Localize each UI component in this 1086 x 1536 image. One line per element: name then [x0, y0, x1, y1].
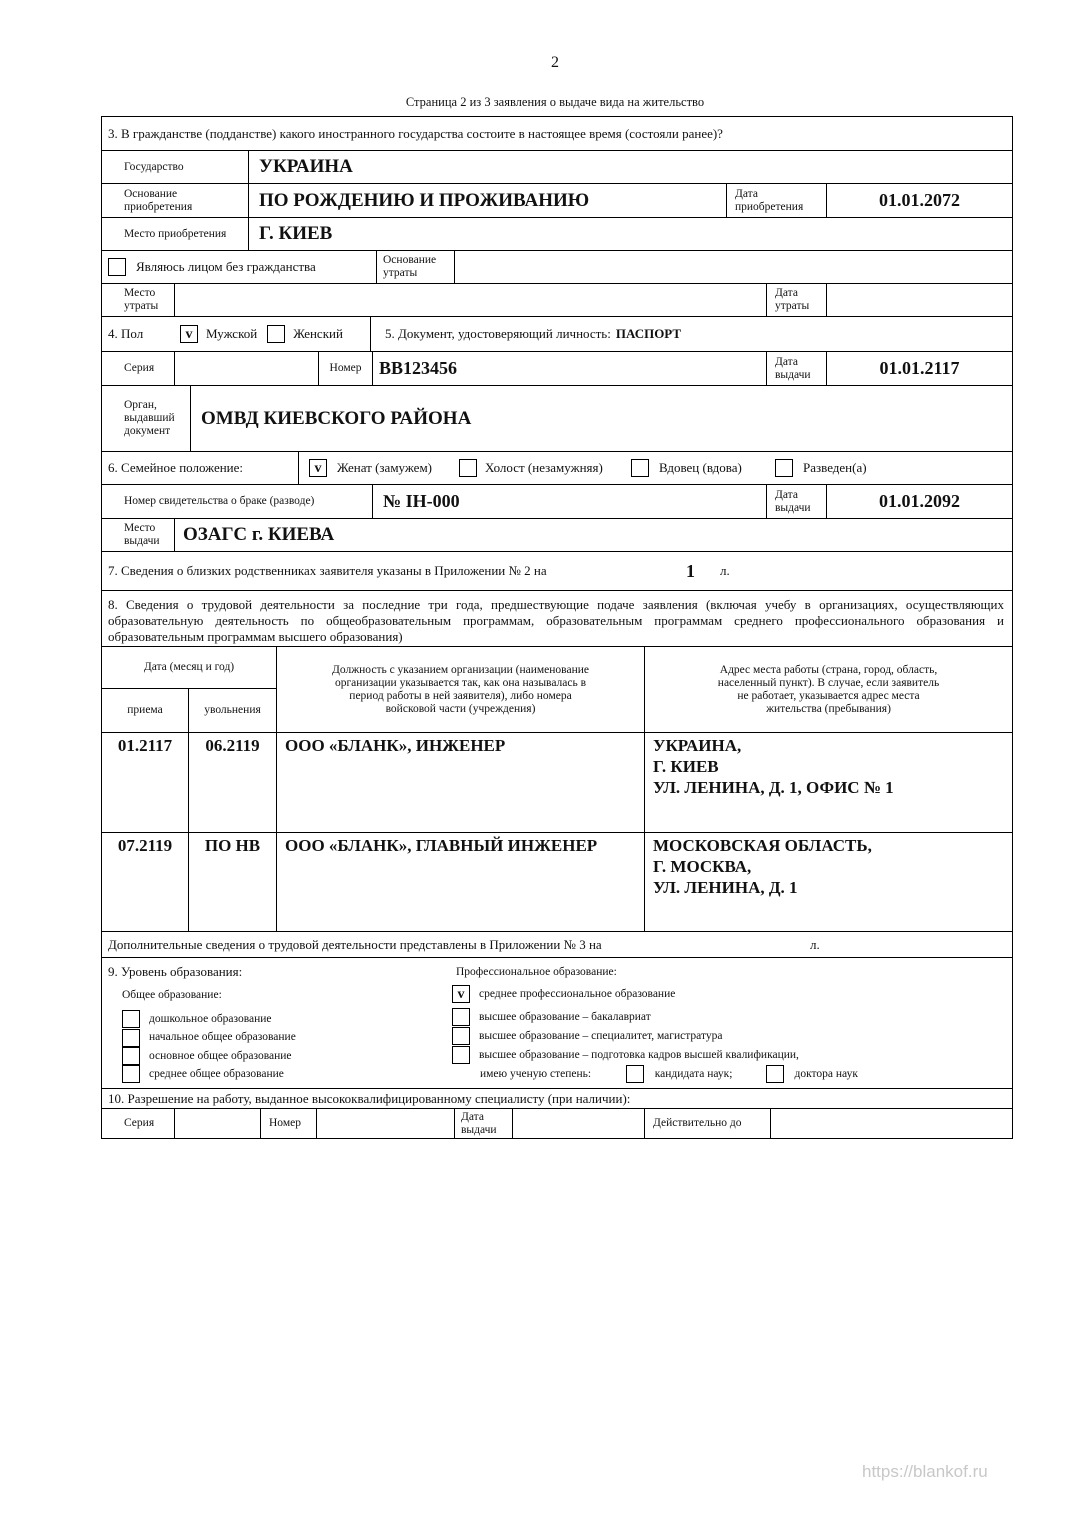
work-address-2-line: МОСКОВСКАЯ ОБЛАСТЬ,: [653, 836, 872, 855]
permit-series-label: Серия: [124, 1117, 155, 1129]
loss-date-label: Дата утраты: [766, 284, 826, 316]
prof-education-list: [452, 985, 858, 1084]
degree-doctor-checkbox[interactable]: [766, 1065, 784, 1083]
certificate-date-label: Дата выдачи: [766, 485, 826, 518]
col-dismiss-header: увольнения: [188, 689, 276, 732]
series-label: Серия: [124, 362, 155, 374]
permit-series-value[interactable]: [174, 1109, 260, 1138]
widowed-checkbox[interactable]: [631, 459, 649, 477]
section-10-header: [102, 1089, 1012, 1109]
permit-date-value[interactable]: [512, 1109, 644, 1138]
work-row-2: [102, 833, 1012, 932]
general-edu-label: дошкольное образование: [149, 1013, 272, 1025]
basis-label: Основание приобретения: [124, 187, 193, 213]
degree-candidate-label: кандидата наук;: [654, 1068, 733, 1080]
acq-date-label: Дата приобретения: [726, 184, 826, 217]
male-checkbox[interactable]: v: [180, 325, 198, 343]
document-label: 5. Документ, удостоверяющий личность:: [385, 326, 611, 341]
permit-number-label: Номер: [260, 1109, 316, 1138]
degree-label: имею ученую степень:: [480, 1068, 592, 1080]
married-label: Женат (замужем): [337, 460, 433, 475]
certificate-place-value[interactable]: ОЗАГС г. КИЕВА: [174, 519, 1012, 551]
section-10-title: 10. Разрешение на работу, выданное высококвалифицированному специалисту (при наличии):: [108, 1090, 631, 1106]
extra-work-unit: л.: [810, 936, 820, 952]
stateless-checkbox[interactable]: [108, 258, 126, 276]
loss-place-label: Место утраты: [124, 287, 159, 312]
acq-date-value[interactable]: 01.01.2072: [826, 184, 1012, 217]
general-edu-label: среднее общее образование: [149, 1068, 284, 1081]
section-8-title: 8. Сведения о трудовой деятельности за последние три года, предшествующие подаче заявления (включая учебу в организациях, осуществляющих образовательную деятельность по общеобразовательным программам, образовательным программам среднего профессионального образования и образовательным программам высшего образования): [108, 597, 1004, 644]
work-address-1-line: УЛ. ЛЕНИНА, Д. 1, ОФИС № 1: [653, 778, 894, 797]
section-9-title: 9. Уровень образования:: [108, 964, 243, 979]
section-3-title: 3. В гражданстве (подданстве) какого иностранного государства состоите в настоящее время (состояли ранее)?: [108, 125, 723, 141]
basis-value[interactable]: ПО РОЖДЕНИЮ И ПРОЖИВАНИЮ: [248, 184, 726, 217]
certificate-place-row: [102, 519, 1012, 552]
basis-row: [102, 184, 1012, 218]
document-value[interactable]: ПАСПОРТ: [615, 326, 682, 341]
certificate-place-label: Место выдачи: [124, 522, 160, 547]
watermark: https://blankof.ru: [862, 1462, 988, 1481]
section-8-header: [102, 591, 1012, 647]
work-address-2[interactable]: [644, 833, 1012, 931]
extra-work-row: [102, 932, 1012, 958]
general-edu-checkbox[interactable]: [122, 1010, 140, 1028]
state-label: Государство: [124, 160, 184, 173]
general-edu-label: начальное общее образование: [149, 1031, 296, 1044]
col-position-header: Должность с указанием организации (наименование организации указывается так, как она называлась в период работы в ней заявителя), либо номера войсковой части (учреждения): [276, 647, 644, 732]
work-permit-row: [102, 1109, 1012, 1138]
page-subtitle: Страница 2 из 3 заявления о выдаче вида на жительство: [405, 95, 705, 109]
general-edu-checkbox[interactable]: [122, 1029, 140, 1047]
education-row: [102, 958, 1012, 1089]
relatives-count[interactable]: 1: [686, 560, 695, 581]
work-dismiss-2[interactable]: ПО НВ: [188, 833, 276, 931]
general-edu-checkbox[interactable]: [122, 1047, 140, 1065]
stateless-label: Являюсь лицом без гражданства: [136, 259, 316, 274]
col-address-header: Адрес места работы (страна, город, область, населенный пункт). В случае, если заявитель не работает, указывается адрес места жительства (пребывания): [644, 647, 1012, 732]
work-hire-2[interactable]: 07.2119: [117, 836, 173, 855]
authority-row: [102, 386, 1012, 452]
loss-place-value[interactable]: [174, 284, 766, 316]
place-value[interactable]: Г. КИЕВ: [248, 218, 1012, 250]
work-position-2[interactable]: ООО «БЛАНК», ГЛАВНЫЙ ИНЖЕНЕР: [276, 833, 644, 931]
permit-valid-value[interactable]: [770, 1109, 1012, 1138]
authority-label: Орган, выдавший документ: [124, 399, 175, 437]
work-dismiss-1[interactable]: 06.2119: [188, 733, 276, 832]
prof-edu-checkbox[interactable]: v: [452, 985, 470, 1003]
widowed-label: Вдовец (вдова): [659, 460, 742, 475]
divorced-label: Разведен(а): [803, 460, 867, 475]
work-hire-1[interactable]: 01.2117: [117, 736, 173, 755]
loss-date-value[interactable]: [826, 284, 1012, 316]
general-education-label: Общее образование:: [122, 989, 222, 1001]
loss-place-row: [102, 284, 1012, 317]
divorced-checkbox[interactable]: [775, 459, 793, 477]
authority-value[interactable]: ОМВД КИЕВСКОГО РАЙОНА: [190, 386, 1012, 451]
section-7-text: 7. Сведения о близких родственниках заявителя указаны в Приложении № 2 на: [108, 563, 547, 578]
work-position-1[interactable]: ООО «БЛАНК», ИНЖЕНЕР: [276, 733, 644, 832]
page-number: 2: [551, 54, 559, 71]
issue-date-value[interactable]: 01.01.2117: [826, 352, 1012, 385]
permit-valid-label: Действительно до: [644, 1109, 770, 1138]
extra-work-text: Дополнительные сведения о трудовой деятельности представлены в Приложении № 3 на: [108, 936, 602, 952]
place-label: Место приобретения: [124, 227, 227, 240]
degree-doctor-label: доктора наук: [794, 1068, 858, 1080]
passport-row: [102, 352, 1012, 386]
degree-candidate-checkbox[interactable]: [626, 1065, 644, 1083]
general-edu-label: основное общее образование: [149, 1049, 292, 1062]
work-address-2-line: УЛ. ЛЕНИНА, Д. 1: [653, 878, 798, 897]
issue-date-label: Дата выдачи: [766, 352, 826, 385]
series-value[interactable]: [174, 352, 318, 385]
work-table-header: [102, 647, 1012, 733]
single-label: Холост (незамужняя): [485, 460, 603, 475]
prof-edu-label: высшее образование – подготовка кадров высшей квалификации,: [479, 1049, 799, 1061]
work-address-2-line: Г. МОСКВА,: [653, 857, 752, 876]
general-edu-checkbox[interactable]: [122, 1065, 140, 1083]
married-checkbox[interactable]: v: [309, 459, 327, 477]
male-label: Мужской: [206, 326, 258, 341]
number-label: Номер: [318, 352, 372, 385]
permit-date-label: Дата выдачи: [454, 1109, 512, 1138]
prof-edu-checkbox[interactable]: [452, 1027, 470, 1045]
loss-basis-label: Основание утраты: [376, 251, 454, 283]
section-3-header: [102, 117, 1012, 151]
state-row: [102, 151, 1012, 184]
loss-basis-value[interactable]: [454, 251, 1012, 283]
work-address-1[interactable]: [644, 733, 1012, 832]
section-7-row: [102, 552, 1012, 591]
certificate-label: Номер свидетельства о браке (разводе): [124, 495, 315, 507]
stateless-row: [102, 251, 1012, 284]
prof-edu-checkbox[interactable]: [452, 1046, 470, 1064]
sex-doc-row: [102, 317, 1012, 352]
application-form: [101, 116, 1013, 1139]
number-value[interactable]: BB123456: [372, 352, 766, 385]
certificate-row: [102, 485, 1012, 519]
work-address-1-line: УКРАИНА,: [653, 736, 742, 755]
marital-row: [102, 452, 1012, 485]
work-row-1: [102, 733, 1012, 833]
sex-label: 4. Пол: [108, 326, 144, 341]
female-label: Женский: [293, 326, 343, 341]
prof-edu-checkbox[interactable]: [452, 1008, 470, 1026]
permit-number-value[interactable]: [316, 1109, 454, 1138]
female-checkbox[interactable]: [267, 325, 285, 343]
marital-label: 6. Семейное положение:: [108, 460, 244, 475]
col-hire-header: приема: [127, 704, 163, 716]
relatives-unit: л.: [720, 563, 730, 578]
work-address-1-line: Г. КИЕВ: [653, 757, 719, 776]
place-row: [102, 218, 1012, 251]
state-value[interactable]: УКРАИНА: [248, 151, 1012, 183]
certificate-date-value[interactable]: 01.01.2092: [826, 485, 1012, 518]
certificate-value[interactable]: № IH-000: [372, 485, 766, 518]
single-checkbox[interactable]: [459, 459, 477, 477]
prof-education-label: Профессиональное образование:: [456, 966, 617, 978]
prof-edu-label: высшее образование – бакалавриат: [479, 1011, 651, 1023]
prof-edu-label: высшее образование – специалитет, магистратура: [479, 1030, 723, 1042]
prof-edu-label: среднее профессиональное образование: [479, 988, 676, 1000]
col-date-header: Дата (месяц и год): [102, 647, 276, 689]
general-education-list: [122, 1010, 296, 1083]
